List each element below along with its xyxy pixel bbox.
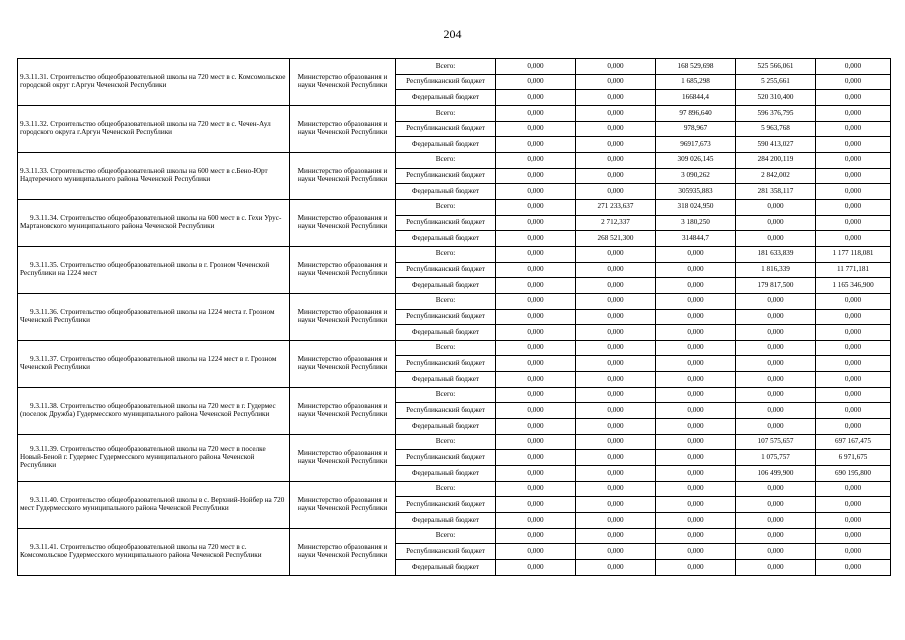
project-description: 9.3.11.39. Строительство общеобразовательной школы на 720 мест в поселке Новый-Беной г. Гудермес Гудермесского муниципального района Чеченской Республики	[18, 434, 290, 481]
funding-source: Федеральный бюджет	[396, 231, 496, 247]
amount-cell: 0,000	[816, 152, 891, 168]
funding-source: Федеральный бюджет	[396, 278, 496, 294]
amount-cell: 0,000	[816, 293, 891, 309]
amount-cell: 0,000	[576, 466, 656, 482]
project-description: 9.3.11.32. Строительство общеобразовательной школы на 720 мест в с. Чечен-Аул городского округа г.Аргун Чеченской Республики	[18, 105, 290, 152]
responsible-organization: Министерство образования и науки Чеченской Республики	[290, 199, 396, 246]
amount-cell: 179 817,500	[736, 278, 816, 294]
funding-source: Всего:	[396, 105, 496, 121]
project-description: 9.3.11.34. Строительство общеобразовательной школы на 600 мест в с. Гехи Урус-Мартановского муниципального района Чеченской Республики	[18, 199, 290, 246]
amount-cell: 0,000	[816, 528, 891, 544]
table-row	[18, 293, 891, 309]
project-description: 9.3.11.33. Строительство общеобразовательной школы на 600 мест в с.Бено-Юрт Надтеречного муниципального района Чеченской Республики	[18, 152, 290, 199]
amount-cell: 0,000	[576, 293, 656, 309]
amount-cell: 0,000	[816, 184, 891, 200]
funding-source: Всего:	[396, 293, 496, 309]
amount-cell: 268 521,300	[576, 231, 656, 247]
amount-cell: 0,000	[576, 372, 656, 388]
amount-cell: 0,000	[736, 528, 816, 544]
amount-cell: 318 024,950	[656, 199, 736, 215]
funding-source: Федеральный бюджет	[396, 325, 496, 341]
amount-cell: 0,000	[656, 372, 736, 388]
amount-cell: 0,000	[496, 372, 576, 388]
amount-cell: 3 180,250	[656, 215, 736, 231]
amount-cell: 0,000	[736, 356, 816, 372]
amount-cell: 0,000	[736, 199, 816, 215]
amount-cell: 0,000	[816, 513, 891, 529]
amount-cell: 525 566,061	[736, 59, 816, 75]
amount-cell: 0,000	[816, 74, 891, 90]
amount-cell: 590 413,027	[736, 137, 816, 153]
amount-cell: 0,000	[736, 544, 816, 560]
amount-cell: 0,000	[736, 231, 816, 247]
funding-source: Федеральный бюджет	[396, 560, 496, 576]
amount-cell: 0,000	[816, 372, 891, 388]
table-row	[18, 199, 891, 215]
amount-cell: 0,000	[656, 434, 736, 450]
amount-cell: 0,000	[576, 137, 656, 153]
amount-cell: 0,000	[496, 90, 576, 106]
amount-cell: 0,000	[496, 497, 576, 513]
amount-cell: 0,000	[816, 356, 891, 372]
responsible-organization: Министерство образования и науки Чеченской Республики	[290, 387, 396, 434]
amount-cell: 0,000	[496, 325, 576, 341]
funding-source: Федеральный бюджет	[396, 466, 496, 482]
amount-cell: 0,000	[736, 325, 816, 341]
amount-cell: 0,000	[576, 544, 656, 560]
amount-cell: 0,000	[736, 419, 816, 435]
amount-cell: 0,000	[656, 466, 736, 482]
amount-cell: 0,000	[736, 513, 816, 529]
amount-cell: 284 200,119	[736, 152, 816, 168]
funding-source: Федеральный бюджет	[396, 513, 496, 529]
funding-source: Федеральный бюджет	[396, 184, 496, 200]
amount-cell: 0,000	[576, 434, 656, 450]
amount-cell: 0,000	[816, 121, 891, 137]
amount-cell: 0,000	[656, 403, 736, 419]
amount-cell: 3 090,262	[656, 168, 736, 184]
responsible-organization: Министерство образования и науки Чеченской Республики	[290, 528, 396, 575]
amount-cell: 11 771,181	[816, 262, 891, 278]
amount-cell: 0,000	[656, 387, 736, 403]
amount-cell: 0,000	[736, 403, 816, 419]
amount-cell: 0,000	[656, 309, 736, 325]
funding-source: Федеральный бюджет	[396, 137, 496, 153]
amount-cell: 5 255,661	[736, 74, 816, 90]
funding-source: Всего:	[396, 246, 496, 262]
amount-cell: 0,000	[576, 419, 656, 435]
amount-cell: 97 896,640	[656, 105, 736, 121]
amount-cell: 0,000	[496, 356, 576, 372]
amount-cell: 0,000	[496, 560, 576, 576]
amount-cell: 0,000	[576, 168, 656, 184]
amount-cell: 0,000	[736, 293, 816, 309]
responsible-organization: Министерство образования и науки Чеченской Республики	[290, 481, 396, 528]
amount-cell: 5 963,768	[736, 121, 816, 137]
funding-source: Республиканский бюджет	[396, 450, 496, 466]
funding-source: Всего:	[396, 59, 496, 75]
amount-cell: 0,000	[496, 59, 576, 75]
amount-cell: 0,000	[656, 278, 736, 294]
amount-cell: 0,000	[576, 497, 656, 513]
funding-source: Всего:	[396, 528, 496, 544]
amount-cell: 309 026,145	[656, 152, 736, 168]
amount-cell: 0,000	[816, 168, 891, 184]
amount-cell: 0,000	[816, 481, 891, 497]
project-description: 9.3.11.36. Строительство общеобразовательной школы на 1224 места г. Грозном Чеченской Республики	[18, 293, 290, 340]
amount-cell: 0,000	[576, 90, 656, 106]
amount-cell: 0,000	[576, 246, 656, 262]
amount-cell: 0,000	[496, 152, 576, 168]
funding-source: Республиканский бюджет	[396, 544, 496, 560]
table-row	[18, 152, 891, 168]
responsible-organization: Министерство образования и науки Чеченской Республики	[290, 59, 396, 106]
responsible-organization: Министерство образования и науки Чеченской Республики	[290, 105, 396, 152]
amount-cell: 0,000	[496, 168, 576, 184]
amount-cell: 314844,7	[656, 231, 736, 247]
amount-cell: 0,000	[736, 340, 816, 356]
amount-cell: 0,000	[736, 481, 816, 497]
amount-cell: 0,000	[496, 278, 576, 294]
amount-cell: 0,000	[656, 340, 736, 356]
amount-cell: 0,000	[576, 309, 656, 325]
amount-cell: 0,000	[496, 74, 576, 90]
amount-cell: 168 529,698	[656, 59, 736, 75]
amount-cell: 0,000	[656, 544, 736, 560]
amount-cell: 0,000	[496, 121, 576, 137]
amount-cell: 0,000	[736, 497, 816, 513]
project-description: 9.3.11.35. Строительство общеобразовательной школы в г. Грозном Чеченской Республики на 1224 мест	[18, 246, 290, 293]
amount-cell: 0,000	[576, 387, 656, 403]
funding-source: Всего:	[396, 434, 496, 450]
funding-source: Республиканский бюджет	[396, 497, 496, 513]
amount-cell: 106 499,900	[736, 466, 816, 482]
amount-cell: 0,000	[576, 356, 656, 372]
amount-cell: 0,000	[576, 59, 656, 75]
amount-cell: 0,000	[496, 231, 576, 247]
amount-cell: 0,000	[576, 121, 656, 137]
amount-cell: 0,000	[816, 560, 891, 576]
amount-cell: 0,000	[496, 419, 576, 435]
amount-cell: 0,000	[656, 528, 736, 544]
funding-source: Республиканский бюджет	[396, 403, 496, 419]
amount-cell: 0,000	[576, 340, 656, 356]
responsible-organization: Министерство образования и науки Чеченской Республики	[290, 246, 396, 293]
table-row	[18, 340, 891, 356]
amount-cell: 0,000	[496, 481, 576, 497]
amount-cell: 0,000	[816, 199, 891, 215]
table-row	[18, 434, 891, 450]
amount-cell: 0,000	[656, 356, 736, 372]
amount-cell: 0,000	[576, 74, 656, 90]
amount-cell: 0,000	[576, 560, 656, 576]
amount-cell: 0,000	[576, 528, 656, 544]
funding-source: Всего:	[396, 199, 496, 215]
amount-cell: 0,000	[576, 450, 656, 466]
responsible-organization: Министерство образования и науки Чеченской Республики	[290, 293, 396, 340]
amount-cell: 0,000	[576, 481, 656, 497]
amount-cell: 697 167,475	[816, 434, 891, 450]
amount-cell: 0,000	[656, 293, 736, 309]
table-row	[18, 59, 891, 75]
amount-cell: 0,000	[816, 419, 891, 435]
funding-source: Всего:	[396, 152, 496, 168]
amount-cell: 0,000	[496, 105, 576, 121]
amount-cell: 166844,4	[656, 90, 736, 106]
amount-cell: 0,000	[496, 293, 576, 309]
amount-cell: 0,000	[816, 387, 891, 403]
funding-source: Республиканский бюджет	[396, 309, 496, 325]
amount-cell: 0,000	[656, 497, 736, 513]
funding-source: Республиканский бюджет	[396, 356, 496, 372]
funding-source: Республиканский бюджет	[396, 74, 496, 90]
amount-cell: 0,000	[816, 325, 891, 341]
amount-cell: 2 842,002	[736, 168, 816, 184]
amount-cell: 0,000	[736, 309, 816, 325]
amount-cell: 0,000	[816, 403, 891, 419]
funding-source: Федеральный бюджет	[396, 372, 496, 388]
amount-cell: 0,000	[496, 246, 576, 262]
amount-cell: 2 712,337	[576, 215, 656, 231]
amount-cell: 1 075,757	[736, 450, 816, 466]
amount-cell: 271 233,637	[576, 199, 656, 215]
funding-source: Республиканский бюджет	[396, 121, 496, 137]
funding-source: Республиканский бюджет	[396, 215, 496, 231]
project-description: 9.3.11.31. Строительство общеобразовательной школы на 720 мест в с. Комсомольское городской округ г.Аргун Чеченской Республики	[18, 59, 290, 106]
amount-cell: 0,000	[496, 544, 576, 560]
funding-source: Республиканский бюджет	[396, 168, 496, 184]
amount-cell: 0,000	[816, 215, 891, 231]
amount-cell: 978,967	[656, 121, 736, 137]
amount-cell: 1 177 118,081	[816, 246, 891, 262]
amount-cell: 0,000	[576, 184, 656, 200]
amount-cell: 0,000	[496, 340, 576, 356]
amount-cell: 96917,673	[656, 137, 736, 153]
amount-cell: 0,000	[736, 372, 816, 388]
amount-cell: 6 971,675	[816, 450, 891, 466]
amount-cell: 305935,883	[656, 184, 736, 200]
funding-source: Всего:	[396, 481, 496, 497]
amount-cell: 0,000	[816, 340, 891, 356]
amount-cell: 0,000	[736, 560, 816, 576]
amount-cell: 0,000	[576, 325, 656, 341]
amount-cell: 0,000	[496, 184, 576, 200]
amount-cell: 0,000	[496, 513, 576, 529]
amount-cell: 0,000	[736, 215, 816, 231]
amount-cell: 0,000	[576, 105, 656, 121]
amount-cell: 0,000	[576, 152, 656, 168]
responsible-organization: Министерство образования и науки Чеченской Республики	[290, 340, 396, 387]
amount-cell: 0,000	[816, 309, 891, 325]
table-row	[18, 481, 891, 497]
responsible-organization: Министерство образования и науки Чеченской Республики	[290, 434, 396, 481]
amount-cell: 0,000	[576, 403, 656, 419]
project-description: 9.3.11.37. Строительство общеобразовательной школы на 1224 мест в г. Грозном Чеченской Республики	[18, 340, 290, 387]
amount-cell: 0,000	[576, 513, 656, 529]
amount-cell: 0,000	[496, 434, 576, 450]
amount-cell: 0,000	[656, 419, 736, 435]
budget-table	[17, 58, 891, 576]
amount-cell: 0,000	[816, 105, 891, 121]
table-row	[18, 246, 891, 262]
amount-cell: 0,000	[496, 215, 576, 231]
amount-cell: 0,000	[816, 544, 891, 560]
amount-cell: 0,000	[656, 246, 736, 262]
amount-cell: 0,000	[656, 262, 736, 278]
funding-source: Республиканский бюджет	[396, 262, 496, 278]
amount-cell: 0,000	[816, 231, 891, 247]
table-row	[18, 105, 891, 121]
amount-cell: 0,000	[816, 90, 891, 106]
funding-source: Федеральный бюджет	[396, 90, 496, 106]
amount-cell: 1 165 346,900	[816, 278, 891, 294]
amount-cell: 0,000	[816, 59, 891, 75]
amount-cell: 0,000	[496, 450, 576, 466]
amount-cell: 0,000	[656, 560, 736, 576]
amount-cell: 0,000	[496, 387, 576, 403]
amount-cell: 1 685,298	[656, 74, 736, 90]
amount-cell: 0,000	[816, 137, 891, 153]
amount-cell: 0,000	[576, 278, 656, 294]
funding-source: Федеральный бюджет	[396, 419, 496, 435]
amount-cell: 0,000	[496, 309, 576, 325]
amount-cell: 0,000	[656, 450, 736, 466]
project-description: 9.3.11.41. Строительство общеобразовательной школы на 720 мест в с. Комсомольское Гудермесского муниципального района Чеченской Республики	[18, 528, 290, 575]
amount-cell: 1 816,339	[736, 262, 816, 278]
amount-cell: 0,000	[496, 466, 576, 482]
amount-cell: 0,000	[496, 528, 576, 544]
page-number: 204	[443, 27, 462, 41]
amount-cell: 107 575,657	[736, 434, 816, 450]
amount-cell: 690 195,800	[816, 466, 891, 482]
funding-source: Всего:	[396, 387, 496, 403]
table-row	[18, 528, 891, 544]
amount-cell: 0,000	[496, 403, 576, 419]
amount-cell: 0,000	[576, 262, 656, 278]
project-description: 9.3.11.40. Строительство общеобразовательной школы в с. Верхний-Нойбер на 720 мест Гудермесского муниципального района Чеченской Республики	[18, 481, 290, 528]
table-row	[18, 387, 891, 403]
amount-cell: 281 358,117	[736, 184, 816, 200]
amount-cell: 520 310,400	[736, 90, 816, 106]
amount-cell: 0,000	[496, 137, 576, 153]
amount-cell: 0,000	[656, 325, 736, 341]
amount-cell: 0,000	[656, 513, 736, 529]
project-description: 9.3.11.38. Строительство общеобразовательной школы на 720 мест в г. Гудермес (поселок Дружба) Гудермесского муниципального района Чеченской Республики	[18, 387, 290, 434]
amount-cell: 0,000	[656, 481, 736, 497]
amount-cell: 0,000	[496, 199, 576, 215]
responsible-organization: Министерство образования и науки Чеченской Республики	[290, 152, 396, 199]
amount-cell: 0,000	[496, 262, 576, 278]
amount-cell: 181 633,839	[736, 246, 816, 262]
funding-source: Всего:	[396, 340, 496, 356]
amount-cell: 0,000	[736, 387, 816, 403]
amount-cell: 596 376,795	[736, 105, 816, 121]
amount-cell: 0,000	[816, 497, 891, 513]
